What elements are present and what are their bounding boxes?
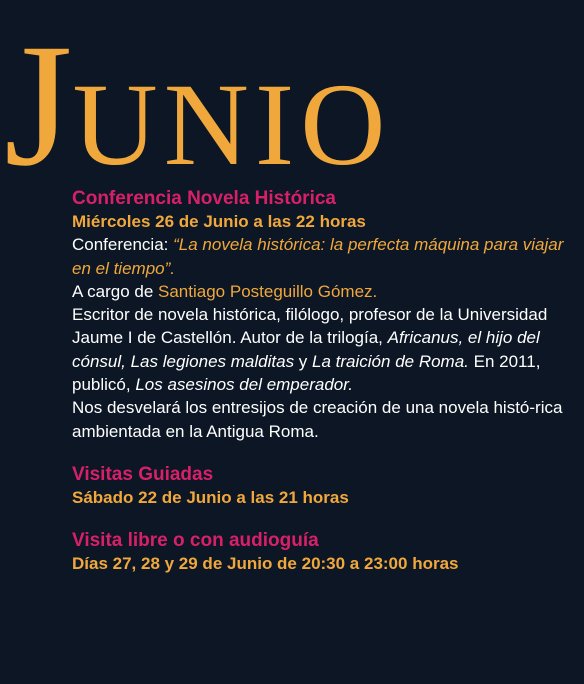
book-title-3: Los asesinos del emperador. — [135, 375, 353, 395]
speaker-prefix: A cargo de — [72, 281, 159, 301]
bio-and: y — [294, 351, 313, 371]
event-heading: Conferencia Novela Histórica — [72, 188, 336, 209]
title-initial: J — [4, 8, 73, 203]
event-heading: Visita libre o con audioguía — [72, 530, 319, 552]
speaker-name: Santiago Posteguillo Gómez. — [158, 281, 378, 301]
event-conferencia — [72, 187, 577, 443]
title-rest: UNIO — [72, 59, 392, 190]
event-date: Días 27, 28 y 29 de Junio de 20:30 a 23:00 horas — [72, 554, 459, 574]
event-heading: Visitas Guiadas — [72, 463, 214, 485]
book-title-1: Africanus, el hijo del cónsul, Las legiones malditas — [72, 328, 540, 371]
talk-lead: Conferencia: — [72, 235, 174, 255]
event-visitas-guiadas — [72, 463, 577, 509]
talk-title: “La novela histórica: la perfecta máquina para viajar en el tiempo”. — [72, 235, 564, 278]
event-visita-libre — [72, 529, 577, 575]
bio-text-2: En 2011, publicó, — [72, 351, 541, 395]
event-date: Miércoles 26 de Junio a las 22 horas — [72, 212, 366, 231]
talk-paragraph — [72, 233, 577, 280]
bio-text-1: Escritor de novela histórica, filólogo, profesor de la Universidad Jaume I de Castellón. Autor de la trilogía, — [72, 305, 548, 348]
speaker-line — [72, 280, 577, 303]
closing-paragraph: Nos desvelará los entresijos de creación de una novela histó-rica ambientada en la Antigua Roma. — [72, 398, 563, 441]
event-list — [72, 187, 577, 576]
book-title-2: La traición de Roma. — [312, 351, 469, 371]
event-date: Sábado 22 de Junio a las 21 horas — [72, 487, 349, 507]
speaker-bio — [72, 303, 577, 396]
